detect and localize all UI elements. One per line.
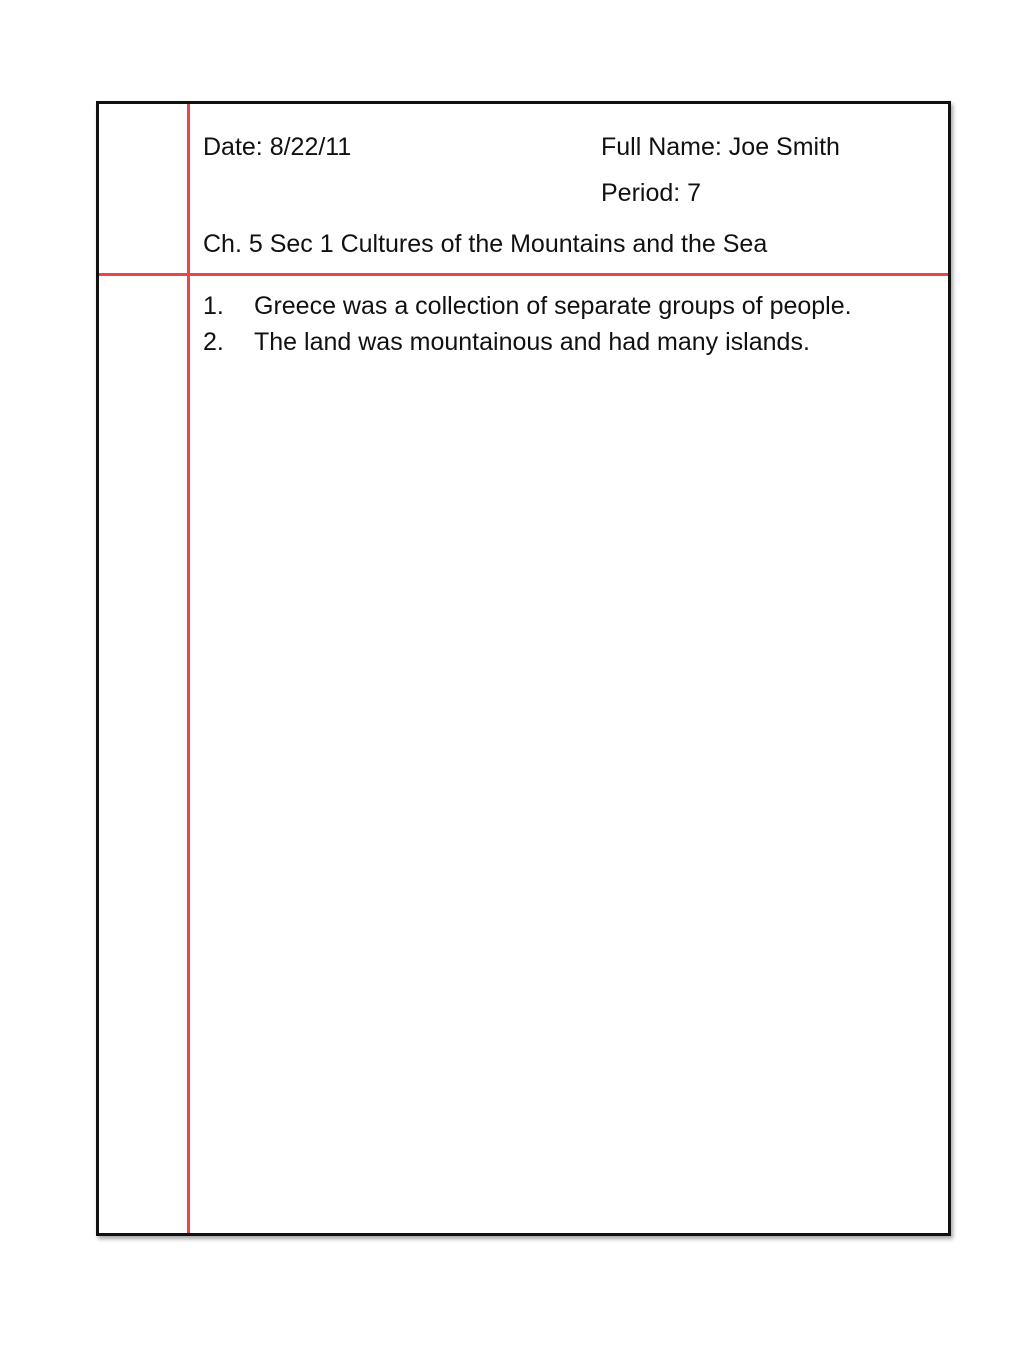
list-item-text: Greece was a collection of separate groups of people. <box>254 292 852 320</box>
header-divider-line <box>99 273 948 276</box>
notes-list <box>203 288 852 360</box>
full-name-label: Full Name: Joe Smith <box>601 133 840 161</box>
chapter-title: Ch. 5 Sec 1 Cultures of the Mountains and the Sea <box>203 230 768 258</box>
date-label: Date: 8/22/11 <box>203 133 352 161</box>
list-item <box>203 324 852 360</box>
list-item-text: The land was mountainous and had many islands. <box>254 328 810 356</box>
list-item-number: 2. <box>203 328 224 356</box>
period-label: Period: 7 <box>601 179 702 207</box>
list-item-number: 1. <box>203 292 224 320</box>
list-item <box>203 288 852 324</box>
notebook-page <box>96 101 951 1236</box>
